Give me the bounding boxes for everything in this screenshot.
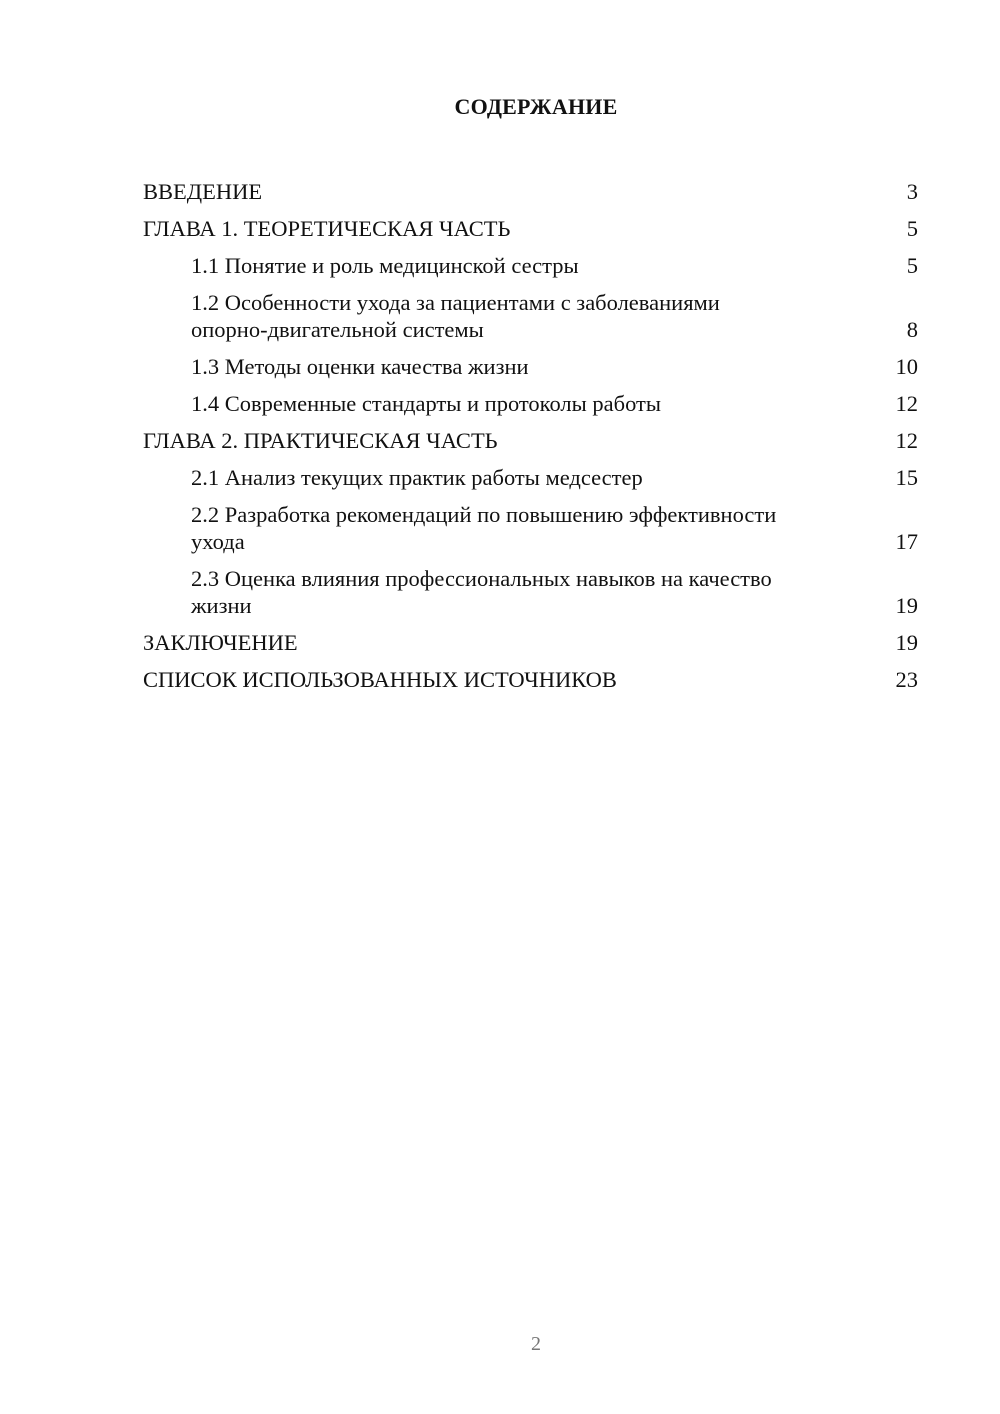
toc-title: СОДЕРЖАНИЕ	[454, 94, 618, 119]
toc-entry-section-2-3[interactable]	[143, 555, 918, 619]
toc-entry-label: 1.2 Особенности ухода за пациентами с заболеваниями опорно-двигательной системы	[191, 290, 720, 342]
toc-entry-chapter-2[interactable]	[143, 417, 918, 454]
toc-entry-label: 1.3 Методы оценки качества жизни	[191, 354, 529, 379]
toc-entry-chapter-1[interactable]	[143, 205, 918, 242]
toc-entry-label: ВВЕДЕНИЕ	[143, 179, 263, 204]
toc-entry-label: ГЛАВА 2. ПРАКТИЧЕСКАЯ ЧАСТЬ	[143, 428, 498, 453]
toc-entry-page: 19	[895, 593, 918, 618]
toc-entry-label: 2.3 Оценка влияния профессиональных навыков на качество жизни	[191, 566, 772, 618]
toc-entry-section-2-1[interactable]	[143, 454, 918, 491]
toc-entry-page: 8	[906, 317, 918, 342]
toc-entry-page: 10	[895, 354, 918, 379]
toc-entry-page: 17	[895, 529, 918, 554]
toc-entry-introduction[interactable]	[143, 168, 918, 205]
toc-entry-page: 19	[895, 630, 918, 655]
toc-entry-label: ГЛАВА 1. ТЕОРЕТИЧЕСКАЯ ЧАСТЬ	[143, 216, 511, 241]
toc-entry-section-1-1[interactable]	[143, 242, 918, 279]
toc-entry-references[interactable]	[143, 656, 918, 693]
toc-entry-page: 12	[895, 391, 918, 416]
table-of-contents	[143, 168, 918, 693]
toc-entry-section-1-4[interactable]	[143, 380, 918, 417]
toc-entry-label: 1.1 Понятие и роль медицинской сестры	[191, 253, 579, 278]
toc-entry-page: 15	[895, 465, 918, 490]
page-number: 2	[531, 1333, 541, 1355]
toc-entry-label: 2.1 Анализ текущих практик работы медсестер	[191, 465, 643, 490]
toc-entry-page: 5	[906, 216, 918, 241]
toc-entry-page: 5	[906, 253, 918, 278]
toc-entry-conclusion[interactable]	[143, 619, 918, 656]
toc-entry-label: 1.4 Современные стандарты и протоколы работы	[191, 391, 661, 416]
toc-entry-page: 12	[895, 428, 918, 453]
toc-entry-section-2-2[interactable]	[143, 491, 918, 555]
toc-entry-page: 23	[895, 667, 918, 692]
toc-entry-section-1-3[interactable]	[143, 343, 918, 380]
toc-entry-section-1-2[interactable]	[143, 279, 918, 343]
toc-entry-label: 2.2 Разработка рекомендаций по повышению эффективности ухода	[191, 502, 777, 554]
toc-entry-page: 3	[906, 179, 918, 204]
toc-entry-label: ЗАКЛЮЧЕНИЕ	[143, 630, 298, 655]
toc-entry-label: СПИСОК ИСПОЛЬЗОВАННЫХ ИСТОЧНИКОВ	[143, 667, 617, 692]
